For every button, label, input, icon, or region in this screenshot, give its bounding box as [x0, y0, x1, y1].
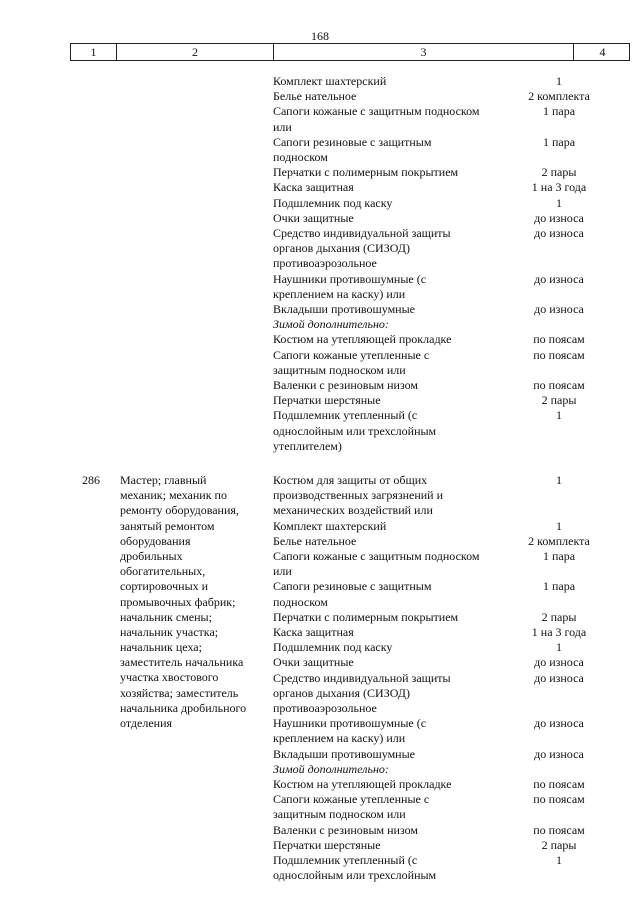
ppe-item-line: Подшлемник утепленный (с — [273, 853, 418, 867]
ppe-item-line: Сапоги кожаные с защитным подноском — [273, 104, 480, 119]
ppe-item-line: Сапоги резиновые с защитным — [273, 134, 432, 149]
ppe-item-line: Вкладыши противошумные — [273, 302, 415, 316]
ppe-item-line: Сапоги кожаные утепленные с — [273, 792, 430, 807]
ppe-item — [273, 196, 508, 211]
ppe-quantity: до износа — [534, 716, 584, 731]
ppe-item-line: Очки защитные — [273, 655, 354, 670]
job-title-line: промывочных фабрик; — [120, 594, 236, 609]
ppe-item — [273, 332, 508, 347]
ppe-item — [273, 579, 508, 609]
ppe-item-line: Зимой дополнительно: — [273, 761, 389, 776]
ppe-item-line: органов дыхания (СИЗОД) — [273, 241, 410, 256]
ppe-item-line: Сапоги кожаные с защитным подноском — [273, 549, 480, 563]
ppe-quantity: по поясам — [533, 378, 585, 392]
ppe-quantity: до износа — [534, 210, 584, 225]
header-col-2: 2 — [117, 44, 274, 60]
ppe-item — [273, 393, 508, 408]
ppe-item — [273, 135, 508, 165]
job-title-line: начальника дробильного — [120, 700, 247, 715]
ppe-item-line: механических воздействий или — [273, 503, 433, 518]
job-title-cell — [120, 473, 270, 731]
ppe-quantity: по поясам — [533, 332, 585, 347]
ppe-item-line: Сапоги кожаные утепленные с — [273, 347, 430, 362]
ppe-item-line: однослойным или трехслойным — [273, 423, 437, 438]
job-title-line: заместитель начальника — [120, 655, 244, 670]
ppe-item — [273, 211, 508, 226]
job-title-line: оборудования — [120, 533, 191, 548]
ppe-quantity: по поясам — [533, 792, 585, 807]
job-title-line: Мастер; главный — [120, 473, 207, 487]
ppe-item-line: Наушники противошумные (с — [273, 271, 427, 286]
ppe-quantity: 1 — [556, 473, 562, 487]
ppe-item-line: Белье нательное — [273, 89, 357, 104]
ppe-item — [273, 408, 508, 454]
header-col-3: 3 — [274, 44, 574, 60]
ppe-item-line: креплением на каску) или — [273, 286, 406, 301]
ppe-item — [273, 74, 508, 89]
ppe-item-line: органов дыхания (СИЗОД) — [273, 685, 410, 700]
ppe-item — [273, 302, 508, 317]
job-title-line: механик; механик по — [120, 488, 227, 503]
ppe-item-line: или — [273, 119, 292, 134]
ppe-item-line: Комплект шахтерский — [273, 518, 387, 533]
ppe-item-line: или — [273, 564, 292, 579]
ppe-quantity: 2 пары — [541, 393, 577, 408]
ppe-item-line: Средство индивидуальной защиты — [273, 670, 451, 685]
ppe-item-line: Перчатки с полимерным покрытием — [273, 165, 459, 180]
job-title-line: начальник цеха; — [120, 640, 202, 655]
job-title-line: начальник участка; — [120, 624, 219, 639]
ppe-quantity: 1 на 3 года — [531, 625, 587, 639]
ppe-item — [273, 534, 508, 549]
ppe-quantity: 1 пара — [542, 134, 576, 149]
job-title-line: участка хвостового — [120, 670, 219, 685]
ppe-item — [273, 180, 508, 195]
job-title-line: отделения — [120, 716, 173, 730]
ppe-item — [273, 473, 508, 519]
ppe-quantity: 1 пара — [542, 104, 576, 119]
ppe-item — [273, 716, 508, 746]
ppe-quantity: 1 пара — [542, 579, 576, 594]
ppe-item-line: Костюм на утепляющей прокладке — [273, 777, 452, 791]
ppe-item — [273, 226, 508, 272]
ppe-quantity: до износа — [534, 655, 584, 670]
ppe-quantity: 1 — [556, 195, 562, 210]
ppe-quantity: по поясам — [533, 822, 585, 837]
ppe-item — [273, 747, 508, 762]
ppe-quantity: 1 — [556, 518, 562, 533]
header-col-1: 1 — [71, 44, 117, 60]
ppe-item-line: утеплителем) — [273, 438, 342, 453]
ppe-item-line: Наушники противошумные (с — [273, 716, 427, 731]
job-title-line: сортировочных и — [120, 579, 209, 594]
page-number: 168 — [311, 29, 329, 43]
ppe-item-line: Валенки с резиновым низом — [273, 822, 419, 837]
ppe-item-line: противоаэрозольное — [273, 256, 377, 271]
row-number: 286 — [82, 473, 100, 487]
ppe-item-line: защитным подноском или — [273, 807, 406, 822]
ppe-item — [273, 272, 508, 302]
ppe-item-line: Перчатки шерстяные — [273, 837, 381, 852]
ppe-item-line: креплением на каску) или — [273, 731, 406, 746]
ppe-item-line: Очки защитные — [273, 210, 354, 225]
ppe-item — [273, 655, 508, 670]
ppe-item-line: Подшлемник утепленный (с — [273, 408, 418, 423]
job-title-line: ремонту оборудования, — [120, 503, 239, 518]
ppe-item-line: Каска защитная — [273, 180, 354, 195]
job-title-line: начальник смены; — [120, 609, 212, 624]
ppe-quantity: 2 комплекта — [528, 89, 590, 104]
job-title-line: хозяйства; заместитель — [120, 685, 239, 700]
ppe-item-line: Костюм для защиты от общих — [273, 473, 428, 487]
section-note — [273, 762, 508, 777]
ppe-quantity: до износа — [534, 746, 584, 761]
ppe-item-line: Вкладыши противошумные — [273, 746, 415, 761]
ppe-quantity: до износа — [534, 271, 584, 286]
ppe-item — [273, 792, 508, 822]
ppe-quantity: 1 — [556, 74, 562, 88]
section-note — [273, 317, 508, 332]
ppe-item — [273, 671, 508, 717]
ppe-item-line: производственных загрязнений и — [273, 488, 444, 503]
job-title-line: занятый ремонтом — [120, 518, 215, 533]
ppe-item-line: подноском — [273, 594, 328, 609]
ppe-item-line: Валенки с резиновым низом — [273, 378, 419, 392]
ppe-item — [273, 853, 508, 883]
ppe-item-line: Комплект шахтерский — [273, 74, 387, 88]
ppe-quantity: 2 пары — [541, 165, 577, 180]
ppe-quantity: по поясам — [533, 777, 585, 791]
ppe-item-line: Перчатки шерстяные — [273, 393, 381, 408]
ppe-item — [273, 378, 508, 393]
ppe-item — [273, 165, 508, 180]
ppe-item-line: Зимой дополнительно: — [273, 317, 389, 332]
ppe-item — [273, 104, 508, 134]
ppe-item-line: Белье нательное — [273, 533, 357, 548]
ppe-item-line: Средство индивидуальной защиты — [273, 226, 451, 240]
ppe-item-line: подноском — [273, 149, 328, 164]
ppe-quantity: 1 — [556, 853, 562, 867]
ppe-quantity: 2 пары — [541, 837, 577, 852]
ppe-quantity: до износа — [534, 302, 584, 316]
ppe-item-line: Костюм на утепляющей прокладке — [273, 332, 452, 347]
ppe-item — [273, 89, 508, 104]
job-title-line: дробильных — [120, 548, 183, 563]
ppe-item — [273, 610, 508, 625]
ppe-quantity: до износа — [534, 226, 584, 240]
ppe-item-line: Каска защитная — [273, 625, 354, 639]
ppe-item — [273, 640, 508, 655]
job-title-line: обогатительных, — [120, 564, 206, 579]
ppe-quantity: 1 на 3 года — [531, 180, 587, 195]
ppe-item — [273, 777, 508, 792]
ppe-quantity: 1 пара — [542, 549, 576, 563]
ppe-item-line: однослойным или трехслойным — [273, 868, 437, 883]
ppe-item-line: Подшлемник под каску — [273, 640, 393, 655]
ppe-quantity: 2 комплекта — [528, 533, 590, 548]
ppe-item-line: Сапоги резиновые с защитным — [273, 579, 432, 594]
ppe-item-line: противоаэрозольное — [273, 700, 377, 715]
ppe-item-line: защитным подноском или — [273, 362, 406, 377]
ppe-quantity: 2 пары — [541, 609, 577, 624]
ppe-quantity: 1 — [556, 408, 562, 423]
header-col-4: 4 — [599, 45, 606, 59]
ppe-quantity: 1 — [556, 640, 562, 655]
ppe-quantity: по поясам — [533, 347, 585, 362]
ppe-item-line: Подшлемник под каску — [273, 195, 393, 210]
ppe-item — [273, 625, 508, 640]
ppe-item-line: Перчатки с полимерным покрытием — [273, 609, 459, 624]
ppe-item — [273, 348, 508, 378]
ppe-item — [273, 838, 508, 853]
ppe-item — [273, 823, 508, 838]
table-header-row — [70, 43, 630, 61]
ppe-item — [273, 519, 508, 534]
ppe-quantity: до износа — [534, 670, 584, 685]
ppe-item — [273, 549, 508, 579]
